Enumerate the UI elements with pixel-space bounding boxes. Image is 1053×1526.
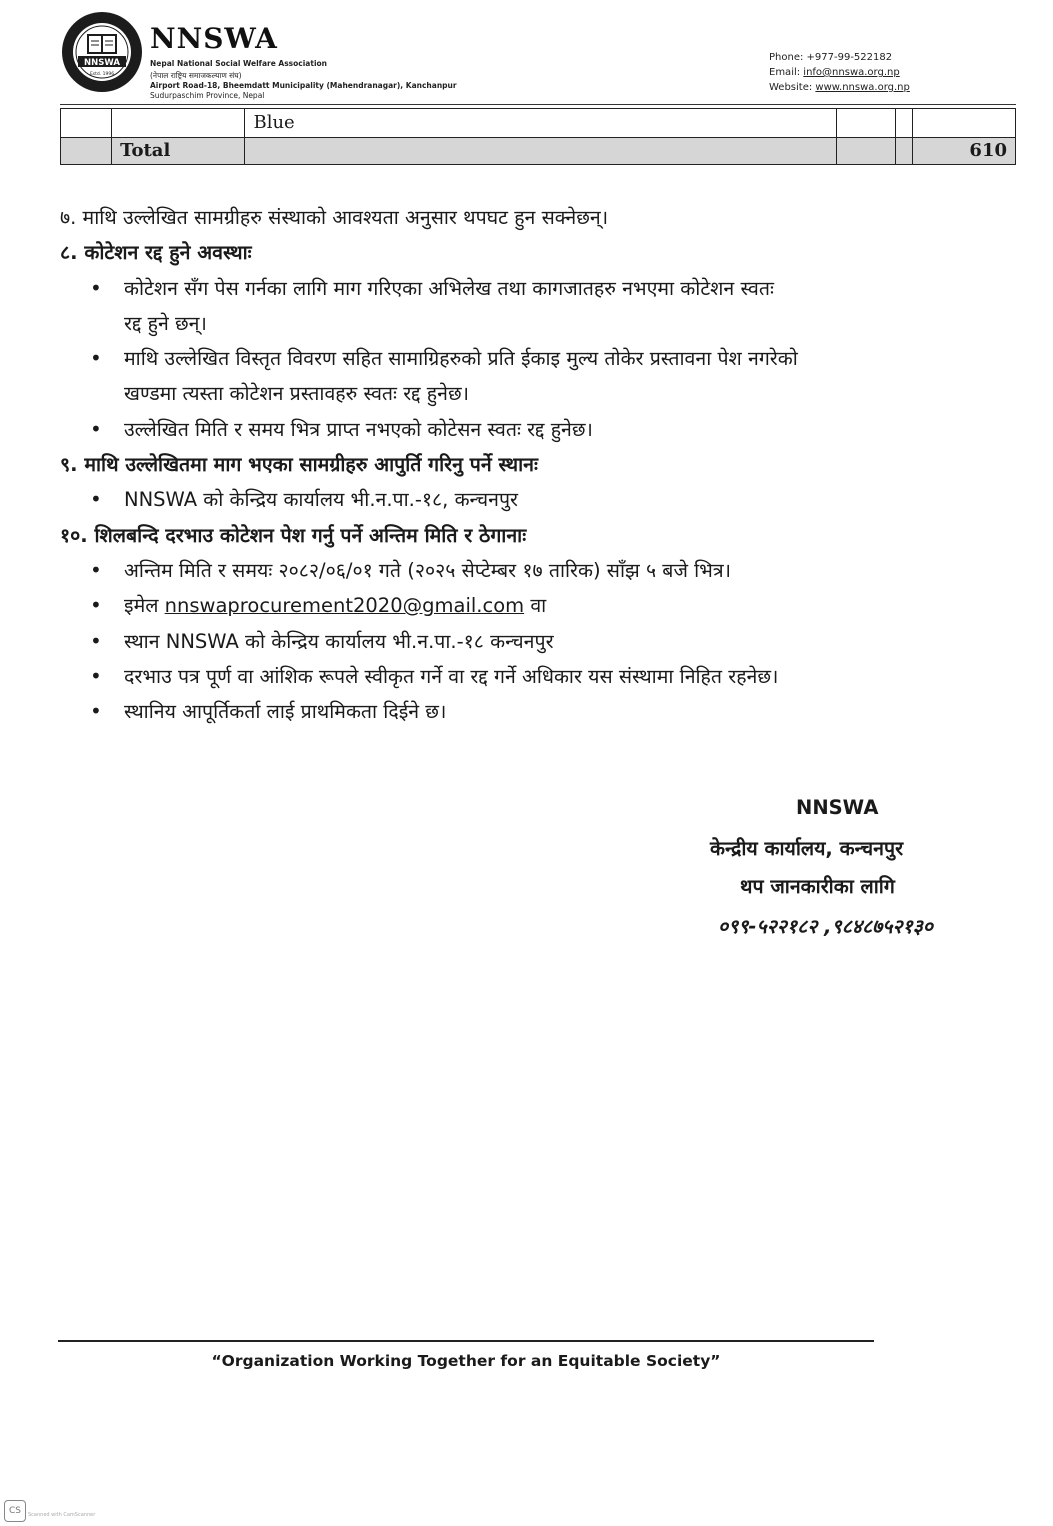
org-name: NNSWA: [150, 22, 278, 55]
logo-text: NNSWA: [84, 58, 120, 68]
item-8-bullet-1-cont: रद्द हुने छन्।: [124, 311, 207, 335]
document-body: [60, 200, 1010, 729]
signature-phones: ०९९-५२२१८२ ,९८४८७५२१३०: [718, 915, 933, 938]
item-10-bullet-1: • अन्तिम मिति र समयः २०८२/०६/०१ गते (२०२५ सेप्टेम्बर १७ तारिक) साँझ ५ बजे भित्र।: [60, 553, 1010, 588]
item-10-heading: १०. शिलबन्दि दरभाउ कोटेशन पेश गर्नु पर्ने अन्तिम मिति र ठेगानाः: [60, 523, 527, 547]
item-8-bullet-1: • कोटेशन सँग पेस गर्नका लागि माग गरिएका अभिलेख तथा कागजातहरु नभएमा कोटेशन स्वतः: [60, 271, 1010, 306]
item-8-heading: ८. कोटेशन रद्द हुने अवस्थाः: [60, 241, 252, 265]
item-10-bullet-5: • स्थानिय आपूर्तिकर्ता लाई प्राथमिकता दिईने छ।: [60, 694, 1010, 729]
item-10-bullet-2: [60, 588, 1010, 623]
item-10-bullet-4: • दरभाउ पत्र पूर्ण वा आंशिक रूपले स्वीकृत गर्ने वा रद्द गर्ने अधिकार यस संस्थामा निहित रहनेछ।: [60, 659, 1010, 694]
contact-phone: Phone: +977-99-522182: [769, 52, 893, 63]
email-suffix: वा: [524, 594, 547, 618]
item-8-bullet-2-cont: खण्डमा त्यस्ता कोटेशन प्रस्तावहरु स्वतः रद्द हुनेछ।: [124, 382, 470, 406]
org-full-name: Nepal National Social Welfare Association: [150, 59, 328, 68]
scanner-text: Scanned with CamScanner: [28, 1512, 96, 1518]
item-8-bullet-2: • माथि उल्लेखित विस्तृत विवरण सहित सामाग्रिहरुको प्रति ईकाइ मुल्य तोकेर प्रस्तावना पेश नगरेको: [60, 341, 1010, 376]
website-label: Website:: [769, 82, 816, 93]
table-cell-desc: Blue: [245, 109, 837, 138]
signature-office: केन्द्रीय कार्यालय, कन्चनपुर: [710, 837, 904, 860]
website-link[interactable]: www.nnswa.org.np: [815, 82, 910, 93]
contact-website: [769, 82, 910, 94]
nnswa-logo: [60, 10, 144, 94]
header-divider: [60, 104, 1016, 105]
item-7: ७. माथि उल्लेखित सामग्रीहरु संस्थाको आवश्यता अनुसार थपघट हुन सक्नेछन्।: [60, 206, 609, 229]
total-value: 610: [913, 137, 1016, 165]
email-label: Email:: [769, 67, 804, 78]
footer-divider: [58, 1340, 874, 1342]
item-9-bullet-1: • NNSWA को केन्द्रिय कार्यालय भी.न.पा.-१८, कन्चनपुर: [60, 482, 1010, 517]
table-total-row: [61, 137, 1016, 165]
scanner-badge: CS: [4, 1500, 26, 1522]
contact-email: [769, 67, 900, 79]
org-address-line-2: Sudurpaschim Province, Nepal: [150, 91, 265, 100]
items-table: [60, 108, 1016, 165]
table-row: [61, 109, 1016, 138]
item-10-bullet-3: • स्थान NNSWA को केन्द्रिय कार्यालय भी.न.पा.-१८ कन्चनपुर: [60, 624, 1010, 659]
signature-org: NNSWA: [796, 796, 879, 819]
footer-motto: “Organization Working Together for an Equitable Society”: [211, 1352, 721, 1370]
email-prefix: इमेल: [124, 594, 165, 618]
org-address-line-1: Airport Road-18, Bheemdatt Municipality (Mahendranagar), Kanchanpur: [150, 81, 457, 90]
logo-estd: Estd. 1996: [89, 72, 115, 77]
item-9-heading: ९. माथि उल्लेखितमा माग भएका सामग्रीहरु आपुर्ति गरिनु पर्ने स्थानः: [60, 453, 538, 477]
org-nepali-name: (नेपाल राष्ट्रिय समाजकल्याण संघ): [150, 71, 242, 80]
procurement-email-link[interactable]: nnswaprocurement2020@gmail.com: [164, 594, 525, 618]
email-link[interactable]: info@nnswa.org.np: [803, 67, 900, 78]
signature-info: थप जानकारीका लागि: [740, 875, 895, 898]
total-label: Total: [112, 137, 245, 165]
item-8-bullet-3: • उल्लेखित मिति र समय भित्र प्राप्त नभएको कोटेसन स्वतः रद्द हुनेछ।: [60, 412, 1010, 447]
